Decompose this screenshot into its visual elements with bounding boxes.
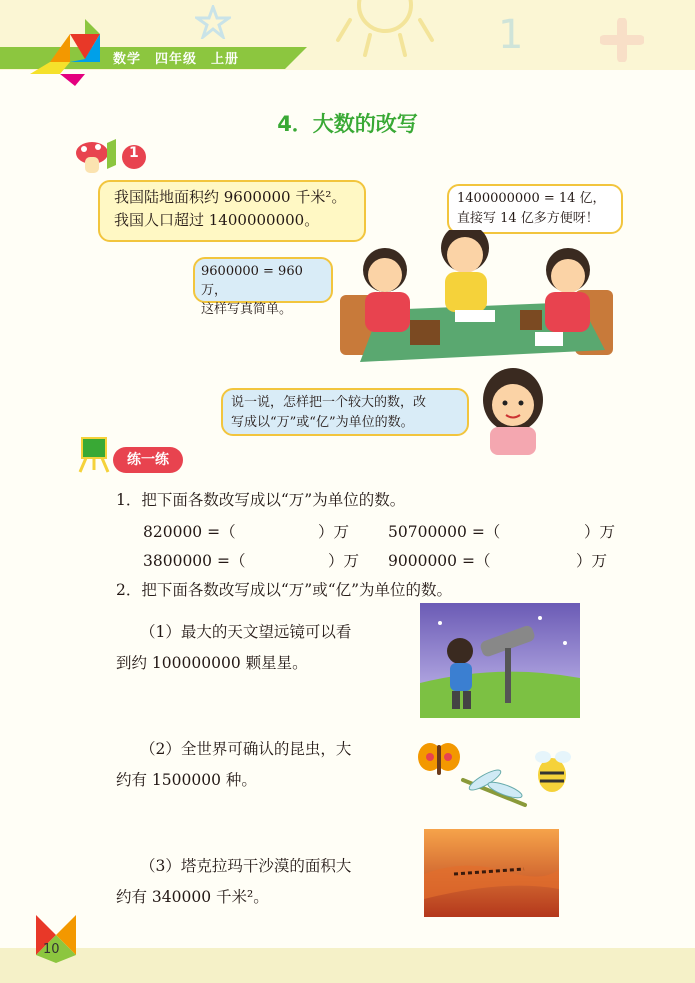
subject-label: 数学 [113,52,142,67]
desert-image [424,829,559,917]
bubble-line: 我国人口超过 1400000000。 [114,211,320,229]
q1-item-1-left: 820000 =（ [143,523,236,541]
speech-bubble-teacher [221,388,469,436]
mascot-badge [74,135,154,180]
q1-item-2-right: ）万 [584,523,616,541]
q1-item-3-left: 3800000 =（ [143,552,246,570]
plus-decoration [600,18,644,62]
sun-decoration [330,0,440,60]
q2-item-1-line1: （1）最大的天文望远镜可以看 [140,623,352,641]
q1-item-4-right: ）万 [576,552,608,570]
bubble-line: 这样写真简单。 [201,302,293,317]
digit-decoration: 1 [498,12,524,58]
bubble-line: 说一说，怎样把一个较大的数，改 [231,395,427,410]
practice-label: 练一练 [113,447,183,473]
header-title [113,48,253,67]
speech-bubble-girl [447,184,623,234]
telescope-image [420,603,580,718]
q2-item-1-line2: 到约 100000000 颗星星。 [116,654,308,672]
page-footer [0,948,695,983]
star-decoration [195,5,231,39]
question-2: 2．把下面各数改写成以“万”或“亿”为单位的数。 [116,581,453,599]
teacher-illustration [478,365,548,455]
insects-image [415,735,575,810]
page-number: 10 [43,942,60,957]
grade-label: 四年级 [155,52,198,67]
easel-icon [76,432,112,474]
bubble-line: 我国陆地面积约 9600000 千米²。 [114,188,347,206]
page-title: 4．大数的改写 [277,112,418,136]
bubble-line: 直接写 14 亿多方便呀！ [457,211,599,226]
q1-item-2-left: 50700000 =（ [388,523,501,541]
question-1: 1．把下面各数改写成以“万”为单位的数。 [116,491,406,509]
q2-item-3-line2: 约有 340000 千米²。 [116,888,269,906]
q1-item-1-right: ）万 [318,523,350,541]
speech-bubble-boy [193,257,333,317]
q2-item-2-line1: （2）全世界可确认的昆虫，大 [140,740,352,758]
example-number-badge: 1 [129,145,139,161]
tangram-logo [30,14,108,86]
volume-label: 上册 [211,52,240,67]
q2-item-2-line2: 约有 1500000 种。 [116,771,257,789]
bubble-line: 1400000000 = 14 亿， [457,191,606,206]
speech-bubble-facts [98,180,366,242]
bubble-line: 9600000 = 960 万， [201,264,303,298]
children-table-illustration [340,230,615,370]
q2-item-3-line1: （3）塔克拉玛干沙漠的面积大 [140,857,352,875]
q1-item-3-right: ）万 [328,552,360,570]
bubble-line: 写成以“万”或“亿”为单位的数。 [231,415,414,430]
q1-item-4-left: 9000000 =（ [388,552,491,570]
